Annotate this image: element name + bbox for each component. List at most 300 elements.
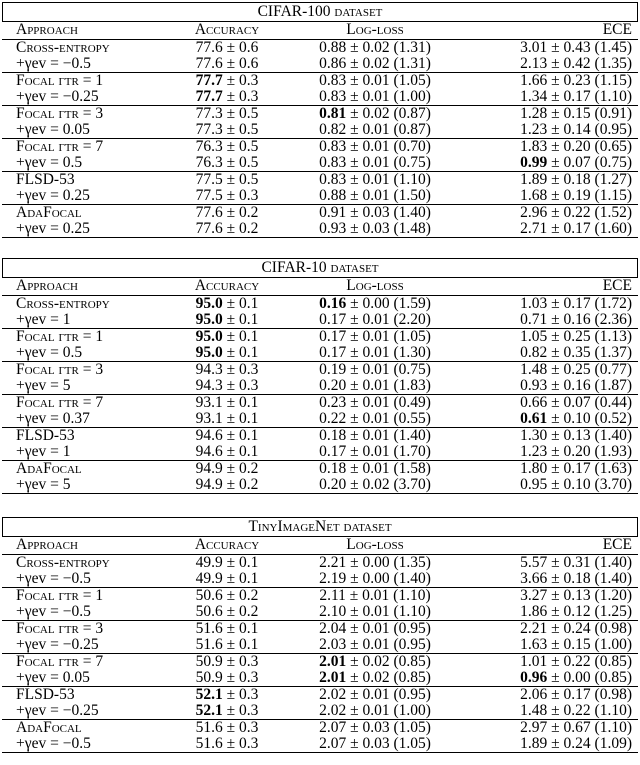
ece-cell-spread: ± 0.25 (0.77) — [547, 361, 632, 378]
ece-cell-value: 0.71 — [520, 311, 548, 328]
accuracy-cell-value: 77.5 — [195, 187, 223, 204]
ece-cell — [460, 687, 638, 703]
accuracy-cell-spread: ± 0.2 — [222, 460, 259, 477]
accuracy-cell-spread: ± 0.1 — [222, 394, 259, 411]
accuracy-cell — [164, 378, 290, 394]
accuracy-cell-spread: ± 0.1 — [222, 328, 259, 345]
logloss-cell-value: 0.18 — [319, 427, 347, 444]
accuracy-cell — [164, 477, 290, 493]
logloss-cell — [290, 329, 460, 345]
table-row — [2, 620, 638, 637]
ece-cell-value: 1.05 — [520, 328, 548, 345]
ece-cell-value: 0.95 — [520, 476, 548, 493]
logloss-cell-value: 0.83 — [319, 154, 347, 171]
approach-cell: +γev = 5 — [16, 377, 71, 394]
logloss-cell-value: 2.04 — [319, 620, 347, 637]
ece-cell — [460, 736, 638, 752]
header-logloss: Log-loss — [346, 21, 404, 38]
logloss-cell-value: 0.93 — [319, 220, 347, 237]
logloss-cell-spread: ± 0.01 (1.83) — [346, 377, 431, 394]
logloss-cell — [290, 221, 460, 237]
logloss-cell — [290, 720, 460, 736]
table-row — [2, 221, 638, 238]
ece-cell-spread: ± 0.15 (1.00) — [547, 636, 632, 653]
accuracy-cell-value: 52.1 — [195, 686, 223, 703]
header-approach: Approach — [16, 536, 78, 553]
accuracy-cell-value: 77.3 — [195, 105, 223, 122]
accuracy-cell-value: 50.6 — [195, 587, 223, 604]
ece-cell-spread: ± 0.17 (1.72) — [547, 295, 632, 312]
accuracy-cell-spread: ± 0.6 — [222, 55, 259, 72]
logloss-cell-value: 0.81 — [319, 105, 347, 122]
logloss-cell — [290, 312, 460, 328]
logloss-cell — [290, 40, 460, 56]
logloss-cell-value: 0.88 — [319, 187, 347, 204]
header-accuracy: Accuracy — [194, 21, 260, 38]
accuracy-cell-value: 50.6 — [195, 603, 223, 620]
accuracy-cell-spread: ± 0.1 — [222, 295, 259, 312]
logloss-cell-value: 0.86 — [319, 55, 347, 72]
logloss-cell-spread: ± 0.00 (1.59) — [346, 295, 431, 312]
accuracy-cell-value: 50.9 — [195, 653, 223, 670]
ece-cell-spread: ± 0.10 (3.70) — [547, 476, 632, 493]
accuracy-cell-value: 77.6 — [195, 204, 223, 221]
ece-cell-spread: ± 0.24 (0.98) — [547, 620, 632, 637]
ece-cell-value: 2.97 — [520, 719, 548, 736]
accuracy-cell-value: 51.6 — [195, 735, 223, 752]
logloss-cell-value: 0.91 — [319, 204, 347, 221]
header-logloss: Log-loss — [346, 536, 404, 553]
accuracy-cell-spread: ± 0.1 — [222, 410, 259, 427]
logloss-cell — [290, 56, 460, 72]
ece-cell-value: 1.48 — [520, 361, 548, 378]
ece-cell — [460, 155, 638, 171]
logloss-cell — [290, 106, 460, 122]
table-row — [2, 138, 638, 155]
accuracy-cell-spread: ± 0.3 — [222, 686, 259, 703]
approach-cell: +γev = −0.5 — [16, 603, 91, 620]
ece-cell-spread: ± 0.00 (0.85) — [547, 669, 632, 686]
ece-cell — [460, 411, 638, 427]
approach-cell: +γev = 0.5 — [16, 154, 83, 171]
ece-cell — [460, 106, 638, 122]
logloss-cell-value: 0.83 — [319, 88, 347, 105]
accuracy-cell-spread: ± 0.5 — [222, 105, 259, 122]
table-row — [2, 460, 638, 477]
logloss-cell-value: 0.17 — [319, 328, 347, 345]
accuracy-cell — [164, 621, 290, 637]
approach-cell: +γev = 0.5 — [16, 344, 83, 361]
logloss-cell-value: 2.19 — [319, 570, 347, 587]
accuracy-cell-spread: ± 0.5 — [222, 138, 259, 155]
approach-cell: AdaFocal — [16, 719, 82, 736]
ece-cell-value: 1.34 — [520, 88, 548, 105]
logloss-cell-spread: ± 0.01 (0.75) — [346, 361, 431, 378]
ece-cell — [460, 40, 638, 56]
approach-cell: FLSD-53 — [16, 427, 75, 444]
logloss-cell-spread: ± 0.01 (0.55) — [346, 410, 431, 427]
logloss-cell — [290, 172, 460, 188]
table-row — [2, 703, 638, 719]
logloss-cell-value: 0.20 — [319, 377, 347, 394]
accuracy-cell-value: 77.6 — [195, 39, 223, 56]
accuracy-cell-value: 95.0 — [195, 344, 223, 361]
accuracy-cell — [164, 172, 290, 188]
approach-cell: +γev = 0.05 — [16, 121, 90, 138]
accuracy-cell-spread: ± 0.3 — [222, 187, 259, 204]
ece-cell — [460, 362, 638, 378]
logloss-cell-value: 0.19 — [319, 361, 347, 378]
approach-cell: +γev = −0.25 — [16, 702, 99, 719]
ece-cell-value: 1.48 — [520, 702, 548, 719]
approach-cell: Focal γtr = 7 — [16, 138, 104, 155]
logloss-cell — [290, 588, 460, 604]
ece-cell — [460, 395, 638, 411]
logloss-cell — [290, 621, 460, 637]
ece-cell — [460, 477, 638, 493]
accuracy-cell-value: 95.0 — [195, 295, 223, 312]
accuracy-cell-value: 50.9 — [195, 669, 223, 686]
accuracy-cell-spread: ± 0.1 — [222, 443, 259, 460]
header-approach: Approach — [16, 21, 78, 38]
accuracy-cell-value: 94.9 — [195, 476, 223, 493]
ece-cell — [460, 221, 638, 237]
accuracy-cell — [164, 362, 290, 378]
logloss-cell-spread: ± 0.01 (1.10) — [346, 603, 431, 620]
logloss-cell — [290, 444, 460, 460]
approach-cell: +γev = −0.25 — [16, 636, 99, 653]
accuracy-cell-spread: ± 0.3 — [222, 72, 259, 89]
logloss-cell-value: 2.07 — [319, 719, 347, 736]
accuracy-cell-value: 77.6 — [195, 220, 223, 237]
ece-cell-value: 1.63 — [520, 636, 548, 653]
ece-cell — [460, 378, 638, 394]
ece-cell — [460, 188, 638, 204]
accuracy-cell-spread: ± 0.1 — [222, 427, 259, 444]
table-row — [2, 105, 638, 122]
logloss-cell-spread: ± 0.02 (3.70) — [346, 476, 431, 493]
accuracy-cell — [164, 687, 290, 703]
logloss-cell-spread: ± 0.02 (1.31) — [346, 39, 431, 56]
accuracy-cell-value: 77.6 — [195, 55, 223, 72]
logloss-cell-value: 0.23 — [319, 394, 347, 411]
accuracy-cell-value: 51.6 — [195, 620, 223, 637]
logloss-cell — [290, 188, 460, 204]
logloss-cell — [290, 362, 460, 378]
ece-cell-spread: ± 0.67 (1.10) — [547, 719, 632, 736]
logloss-cell-value: 2.10 — [319, 603, 347, 620]
logloss-cell-spread: ± 0.01 (0.75) — [346, 154, 431, 171]
accuracy-cell — [164, 461, 290, 477]
ece-cell-spread: ± 0.17 (1.60) — [547, 220, 632, 237]
ece-cell-spread: ± 0.24 (1.09) — [547, 735, 632, 752]
ece-cell-spread: ± 0.42 (1.35) — [547, 55, 632, 72]
table-row — [2, 411, 638, 427]
approach-cell: FLSD-53 — [16, 171, 75, 188]
ece-cell — [460, 296, 638, 312]
ece-cell-spread: ± 0.22 (1.52) — [547, 204, 632, 221]
approach-cell: +γev = −0.5 — [16, 55, 91, 72]
accuracy-cell — [164, 555, 290, 571]
approach-cell: +γev = −0.5 — [16, 735, 91, 752]
header-approach: Approach — [16, 277, 78, 294]
logloss-cell-spread: ± 0.01 (0.70) — [346, 138, 431, 155]
logloss-cell-spread: ± 0.03 (1.40) — [346, 204, 431, 221]
logloss-cell-spread: ± 0.01 (1.58) — [346, 460, 431, 477]
ece-cell-value: 0.99 — [520, 154, 548, 171]
accuracy-cell-value: 76.3 — [195, 154, 223, 171]
approach-cell: +γev = 5 — [16, 476, 71, 493]
accuracy-cell-value: 49.9 — [195, 554, 223, 571]
logloss-cell — [290, 703, 460, 719]
ece-cell-spread: ± 0.31 (1.40) — [547, 554, 632, 571]
table-row — [2, 155, 638, 171]
accuracy-cell-spread: ± 0.3 — [222, 361, 259, 378]
approach-cell: Focal γtr = 3 — [16, 105, 104, 122]
ece-cell-value: 1.86 — [520, 603, 548, 620]
ece-cell-value: 0.66 — [520, 394, 548, 411]
approach-cell: Focal γtr = 7 — [16, 394, 104, 411]
logloss-cell — [290, 654, 460, 670]
approach-cell: +γev = −0.25 — [16, 88, 99, 105]
table-row — [2, 736, 638, 753]
table-title: TinyImageNet dataset — [2, 517, 638, 537]
accuracy-cell-value: 49.9 — [195, 570, 223, 587]
table-row — [2, 328, 638, 345]
ece-cell-spread: ± 0.19 (1.15) — [547, 187, 632, 204]
accuracy-cell-spread: ± 0.2 — [222, 603, 259, 620]
logloss-cell-spread: ± 0.00 (1.35) — [346, 554, 431, 571]
ece-cell-spread: ± 0.20 (0.65) — [547, 138, 632, 155]
ece-cell-value: 1.83 — [520, 138, 548, 155]
ece-cell-value: 1.03 — [520, 295, 548, 312]
accuracy-cell-value: 51.6 — [195, 636, 223, 653]
logloss-cell-value: 2.01 — [319, 669, 347, 686]
accuracy-cell — [164, 205, 290, 221]
ece-cell-spread: ± 0.13 (1.40) — [547, 427, 632, 444]
accuracy-cell — [164, 122, 290, 138]
ece-cell-spread: ± 0.14 (0.95) — [547, 121, 632, 138]
accuracy-cell — [164, 654, 290, 670]
ece-cell-value: 3.66 — [520, 570, 548, 587]
logloss-cell-spread: ± 0.01 (1.40) — [346, 427, 431, 444]
accuracy-cell-value: 77.5 — [195, 171, 223, 188]
table-tinyimagenet — [2, 517, 638, 753]
accuracy-cell-spread: ± 0.3 — [222, 702, 259, 719]
accuracy-cell — [164, 40, 290, 56]
accuracy-cell-value: 93.1 — [195, 410, 223, 427]
accuracy-cell-spread: ± 0.5 — [222, 154, 259, 171]
logloss-cell-spread: ± 0.01 (1.30) — [346, 344, 431, 361]
ece-cell-value: 0.96 — [520, 669, 548, 686]
table-cifar10 — [2, 258, 638, 494]
ece-cell-spread: ± 0.07 (0.75) — [547, 154, 632, 171]
accuracy-cell — [164, 703, 290, 719]
accuracy-cell-spread: ± 0.3 — [222, 653, 259, 670]
accuracy-cell-value: 77.7 — [195, 72, 223, 89]
approach-cell: Focal γtr = 1 — [16, 72, 104, 89]
logloss-cell-value: 2.11 — [319, 587, 346, 604]
accuracy-cell-spread: ± 0.2 — [222, 476, 259, 493]
header-row — [2, 278, 638, 296]
logloss-cell-spread: ± 0.01 (2.20) — [346, 311, 431, 328]
logloss-cell-spread: ± 0.01 (1.00) — [346, 88, 431, 105]
ece-cell-spread: ± 0.22 (1.10) — [547, 702, 632, 719]
ece-cell-spread: ± 0.17 (0.98) — [547, 686, 632, 703]
accuracy-cell-spread: ± 0.1 — [222, 554, 259, 571]
approach-cell: +γev = 0.25 — [16, 220, 90, 237]
table-row — [2, 653, 638, 670]
accuracy-cell-spread: ± 0.6 — [222, 39, 259, 56]
accuracy-cell — [164, 345, 290, 361]
ece-cell-spread: ± 0.17 (1.10) — [547, 88, 632, 105]
logloss-cell-spread: ± 0.01 (1.70) — [346, 443, 431, 460]
accuracy-cell — [164, 106, 290, 122]
ece-cell — [460, 703, 638, 719]
ece-cell-value: 2.71 — [520, 220, 548, 237]
ece-cell — [460, 139, 638, 155]
accuracy-cell — [164, 637, 290, 653]
accuracy-cell-value: 94.3 — [195, 377, 223, 394]
accuracy-cell-spread: ± 0.3 — [222, 377, 259, 394]
accuracy-cell-spread: ± 0.2 — [222, 220, 259, 237]
table-row — [2, 444, 638, 460]
accuracy-cell — [164, 73, 290, 89]
approach-cell: +γev = 0.25 — [16, 187, 90, 204]
ece-cell — [460, 89, 638, 105]
logloss-cell-spread: ± 0.01 (0.95) — [346, 636, 431, 653]
ece-cell — [460, 461, 638, 477]
logloss-cell-spread: ± 0.01 (0.49) — [346, 394, 431, 411]
ece-cell-spread: ± 0.13 (1.20) — [547, 587, 632, 604]
table-row — [2, 604, 638, 620]
logloss-cell-value: 0.82 — [319, 121, 347, 138]
logloss-cell-spread: ± 0.01 (0.95) — [346, 686, 431, 703]
logloss-cell-value: 0.83 — [319, 138, 347, 155]
accuracy-cell-spread: ± 0.3 — [222, 669, 259, 686]
accuracy-cell-value: 95.0 — [195, 311, 223, 328]
accuracy-cell — [164, 670, 290, 686]
table-row — [2, 122, 638, 138]
table-row — [2, 686, 638, 703]
logloss-cell-value: 2.02 — [319, 686, 347, 703]
accuracy-cell-spread: ± 0.5 — [222, 121, 259, 138]
ece-cell-value: 5.57 — [520, 554, 548, 571]
ece-cell-value: 1.28 — [520, 105, 548, 122]
ece-cell-spread: ± 0.22 (0.85) — [547, 653, 632, 670]
approach-cell: +γev = 1 — [16, 443, 71, 460]
accuracy-cell-value: 94.6 — [195, 443, 223, 460]
logloss-cell — [290, 555, 460, 571]
logloss-cell-value: 0.83 — [319, 171, 347, 188]
ece-cell — [460, 428, 638, 444]
table-row — [2, 555, 638, 571]
logloss-cell — [290, 395, 460, 411]
logloss-cell — [290, 571, 460, 587]
accuracy-cell — [164, 604, 290, 620]
ece-cell — [460, 571, 638, 587]
approach-cell: +γev = 0.37 — [16, 410, 90, 427]
accuracy-cell-spread: ± 0.3 — [222, 88, 259, 105]
accuracy-cell-spread: ± 0.1 — [222, 344, 259, 361]
table-row — [2, 719, 638, 736]
logloss-cell-value: 0.18 — [319, 460, 347, 477]
ece-cell-value: 1.66 — [520, 72, 548, 89]
logloss-cell-spread: ± 0.01 (0.95) — [346, 620, 431, 637]
accuracy-cell-value: 94.3 — [195, 361, 223, 378]
ece-cell — [460, 345, 638, 361]
accuracy-cell-spread: ± 0.1 — [222, 636, 259, 653]
logloss-cell-value: 2.02 — [319, 702, 347, 719]
ece-cell-spread: ± 0.07 (0.44) — [547, 394, 632, 411]
ece-cell — [460, 604, 638, 620]
accuracy-cell — [164, 571, 290, 587]
ece-cell-value: 1.68 — [520, 187, 548, 204]
logloss-cell-spread: ± 0.02 (0.85) — [346, 653, 431, 670]
logloss-cell-value: 0.17 — [319, 311, 347, 328]
accuracy-cell — [164, 188, 290, 204]
table-row — [2, 312, 638, 328]
logloss-cell-spread: ± 0.02 (0.87) — [346, 105, 431, 122]
table-row — [2, 40, 638, 56]
logloss-cell — [290, 155, 460, 171]
logloss-cell-value: 0.16 — [319, 295, 347, 312]
ece-cell — [460, 637, 638, 653]
accuracy-cell — [164, 89, 290, 105]
ece-cell-value: 3.01 — [520, 39, 548, 56]
accuracy-cell-value: 95.0 — [195, 328, 223, 345]
ece-cell-value: 2.13 — [520, 55, 548, 72]
header-row — [2, 22, 638, 40]
ece-cell-spread: ± 0.20 (1.93) — [547, 443, 632, 460]
ece-cell — [460, 621, 638, 637]
ece-cell-value: 0.93 — [520, 377, 548, 394]
approach-cell: Cross-entropy — [16, 295, 110, 312]
logloss-cell-spread: ± 0.03 (1.05) — [346, 735, 431, 752]
ece-cell — [460, 555, 638, 571]
table-row — [2, 361, 638, 378]
ece-cell-value: 1.23 — [520, 443, 548, 460]
logloss-cell — [290, 637, 460, 653]
logloss-cell — [290, 89, 460, 105]
ece-cell-spread: ± 0.18 (1.40) — [547, 570, 632, 587]
ece-cell-value: 1.30 — [520, 427, 548, 444]
table-row — [2, 670, 638, 686]
accuracy-cell-spread: ± 0.1 — [222, 311, 259, 328]
accuracy-cell — [164, 736, 290, 752]
accuracy-cell — [164, 139, 290, 155]
accuracy-cell-value: 77.3 — [195, 121, 223, 138]
table-row — [2, 477, 638, 494]
accuracy-cell-value: 76.3 — [195, 138, 223, 155]
ece-cell-value: 2.06 — [520, 686, 548, 703]
ece-cell — [460, 329, 638, 345]
logloss-cell — [290, 670, 460, 686]
ece-cell — [460, 73, 638, 89]
ece-cell — [460, 720, 638, 736]
ece-cell — [460, 312, 638, 328]
logloss-cell — [290, 73, 460, 89]
ece-cell — [460, 172, 638, 188]
ece-cell-spread: ± 0.43 (1.45) — [547, 39, 632, 56]
table-row — [2, 296, 638, 312]
logloss-cell-value: 2.03 — [319, 636, 347, 653]
table-row — [2, 188, 638, 204]
approach-cell: FLSD-53 — [16, 686, 75, 703]
ece-cell-spread: ± 0.23 (1.15) — [547, 72, 632, 89]
logloss-cell-spread: ± 0.01 (1.50) — [346, 187, 431, 204]
ece-cell-value: 0.82 — [520, 344, 548, 361]
